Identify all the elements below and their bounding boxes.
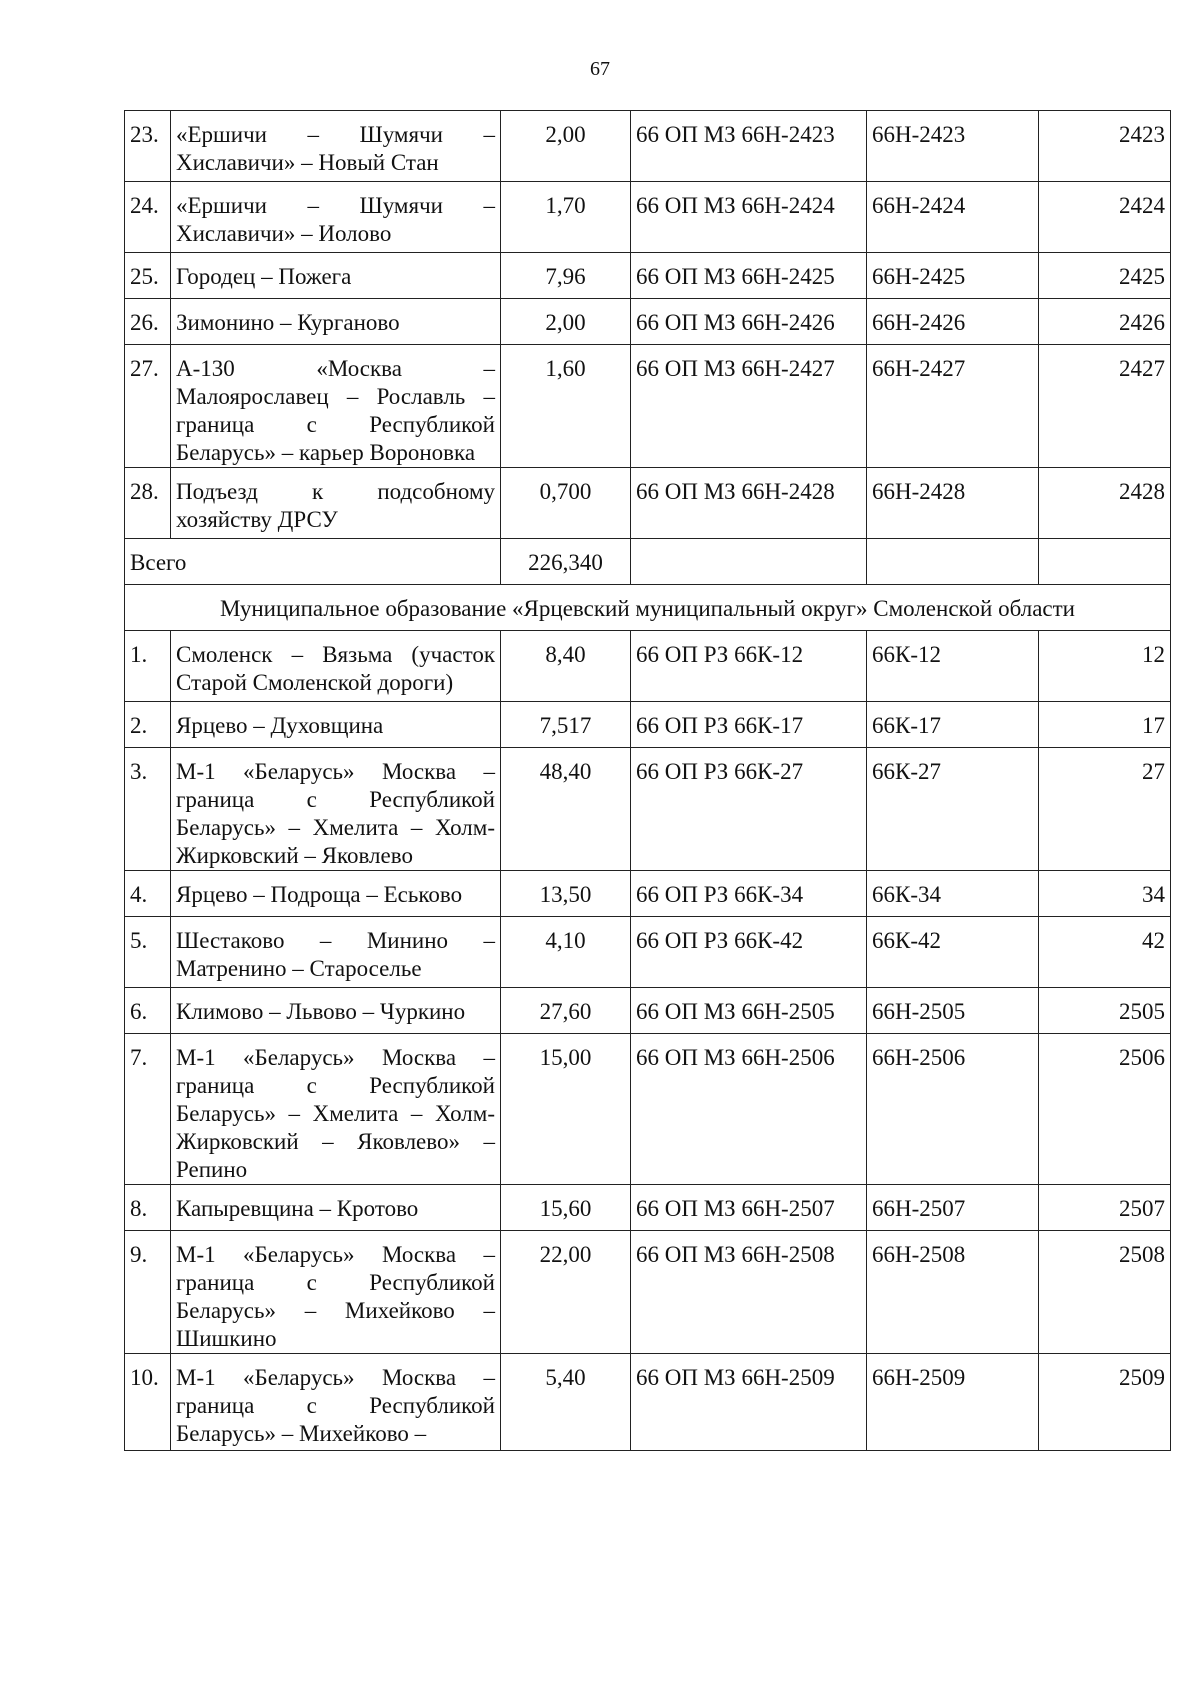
row-number: 10. <box>125 1354 171 1451</box>
table-row <box>125 299 1171 345</box>
road-name: Подъезд к подсобному хозяйству ДРСУ <box>171 468 501 539</box>
road-length: 2,00 <box>501 111 631 182</box>
road-length: 48,40 <box>501 748 631 871</box>
road-name: «Ершичи – Шумячи – Хиславичи» – Иолово <box>171 182 501 253</box>
table-row <box>125 182 1171 253</box>
road-code: 2508 <box>1039 1231 1171 1354</box>
total-row <box>125 539 1171 585</box>
road-name: Ярцево – Подроща – Еськово <box>171 871 501 917</box>
road-name: М-1 «Беларусь» Москва – граница с Республикой Беларусь» – Хмелита – Холм-Жирковский – Яковлево» – Репино <box>171 1034 501 1185</box>
road-length: 13,50 <box>501 871 631 917</box>
road-length: 5,40 <box>501 1354 631 1451</box>
road-id-number: 66 ОП РЗ 66К-42 <box>631 917 867 988</box>
road-code: 12 <box>1039 631 1171 702</box>
row-number: 24. <box>125 182 171 253</box>
road-code: 34 <box>1039 871 1171 917</box>
road-name: Зимонино – Курганово <box>171 299 501 345</box>
road-account-number: 66К-27 <box>867 748 1039 871</box>
table-body-bottom <box>125 631 1171 1451</box>
road-account-number: 66Н-2426 <box>867 299 1039 345</box>
table-row <box>125 917 1171 988</box>
road-name: Климово – Львово – Чуркино <box>171 988 501 1034</box>
table-row <box>125 988 1171 1034</box>
road-length: 2,00 <box>501 299 631 345</box>
row-number: 23. <box>125 111 171 182</box>
road-length: 1,60 <box>501 345 631 468</box>
road-account-number: 66Н-2509 <box>867 1354 1039 1451</box>
road-name: Ярцево – Духовщина <box>171 702 501 748</box>
row-number: 27. <box>125 345 171 468</box>
road-code: 2427 <box>1039 345 1171 468</box>
road-name: «Ершичи – Шумячи – Хиславичи» – Новый Стан <box>171 111 501 182</box>
road-code: 2505 <box>1039 988 1171 1034</box>
road-account-number: 66Н-2425 <box>867 253 1039 299</box>
road-id-number: 66 ОП МЗ 66Н-2506 <box>631 1034 867 1185</box>
row-number: 1. <box>125 631 171 702</box>
row-number: 7. <box>125 1034 171 1185</box>
road-length: 22,00 <box>501 1231 631 1354</box>
total-empty-cell <box>1039 539 1171 585</box>
road-name: Смоленск – Вязьма (участок Старой Смоленской дороги) <box>171 631 501 702</box>
road-id-number: 66 ОП МЗ 66Н-2508 <box>631 1231 867 1354</box>
road-code: 2428 <box>1039 468 1171 539</box>
road-id-number: 66 ОП МЗ 66Н-2507 <box>631 1185 867 1231</box>
table-row <box>125 748 1171 871</box>
road-id-number: 66 ОП РЗ 66К-17 <box>631 702 867 748</box>
road-account-number: 66Н-2427 <box>867 345 1039 468</box>
table-row <box>125 468 1171 539</box>
road-account-number: 66К-42 <box>867 917 1039 988</box>
road-name: М-1 «Беларусь» Москва – граница с Республикой Беларусь» – Михейково – <box>171 1354 501 1451</box>
road-id-number: 66 ОП МЗ 66Н-2509 <box>631 1354 867 1451</box>
table-row <box>125 1185 1171 1231</box>
road-id-number: 66 ОП МЗ 66Н-2423 <box>631 111 867 182</box>
table-body-top <box>125 111 1171 539</box>
road-id-number: 66 ОП РЗ 66К-12 <box>631 631 867 702</box>
row-number: 26. <box>125 299 171 345</box>
roads-table <box>124 110 1171 1451</box>
road-account-number: 66Н-2506 <box>867 1034 1039 1185</box>
road-account-number: 66К-17 <box>867 702 1039 748</box>
road-name: М-1 «Беларусь» Москва – граница с Республикой Беларусь» – Хмелита – Холм-Жирковский – Яковлево <box>171 748 501 871</box>
total-empty-cell <box>631 539 867 585</box>
road-name: М-1 «Беларусь» Москва – граница с Республикой Беларусь» – Михейково – Шишкино <box>171 1231 501 1354</box>
road-account-number: 66К-12 <box>867 631 1039 702</box>
road-name: А-130 «Москва – Малоярославец – Рославль – граница с Республикой Беларусь» – карьер Вороновка <box>171 345 501 468</box>
road-id-number: 66 ОП РЗ 66К-27 <box>631 748 867 871</box>
row-number: 25. <box>125 253 171 299</box>
road-code: 42 <box>1039 917 1171 988</box>
road-account-number: 66Н-2508 <box>867 1231 1039 1354</box>
road-code: 2506 <box>1039 1034 1171 1185</box>
road-id-number: 66 ОП МЗ 66Н-2424 <box>631 182 867 253</box>
road-id-number: 66 ОП РЗ 66К-34 <box>631 871 867 917</box>
table-row <box>125 111 1171 182</box>
row-number: 3. <box>125 748 171 871</box>
row-number: 4. <box>125 871 171 917</box>
road-length: 0,700 <box>501 468 631 539</box>
road-length: 15,60 <box>501 1185 631 1231</box>
table-row <box>125 345 1171 468</box>
total-value: 226,340 <box>501 539 631 585</box>
road-account-number: 66К-34 <box>867 871 1039 917</box>
road-code: 2426 <box>1039 299 1171 345</box>
row-number: 9. <box>125 1231 171 1354</box>
road-account-number: 66Н-2423 <box>867 111 1039 182</box>
table-row <box>125 253 1171 299</box>
row-number: 2. <box>125 702 171 748</box>
road-length: 1,70 <box>501 182 631 253</box>
table-row <box>125 1034 1171 1185</box>
table-row <box>125 631 1171 702</box>
table-row <box>125 1231 1171 1354</box>
row-number: 8. <box>125 1185 171 1231</box>
road-id-number: 66 ОП МЗ 66Н-2428 <box>631 468 867 539</box>
road-code: 2507 <box>1039 1185 1171 1231</box>
road-account-number: 66Н-2507 <box>867 1185 1039 1231</box>
table-total <box>125 539 1171 631</box>
road-id-number: 66 ОП МЗ 66Н-2426 <box>631 299 867 345</box>
road-id-number: 66 ОП МЗ 66Н-2427 <box>631 345 867 468</box>
total-empty-cell <box>867 539 1039 585</box>
road-id-number: 66 ОП МЗ 66Н-2505 <box>631 988 867 1034</box>
section-header-row <box>125 585 1171 631</box>
row-number: 28. <box>125 468 171 539</box>
road-length: 27,60 <box>501 988 631 1034</box>
row-number: 6. <box>125 988 171 1034</box>
road-code: 2423 <box>1039 111 1171 182</box>
road-account-number: 66Н-2424 <box>867 182 1039 253</box>
road-length: 8,40 <box>501 631 631 702</box>
page-number: 67 <box>590 58 610 80</box>
table-row <box>125 871 1171 917</box>
road-code: 17 <box>1039 702 1171 748</box>
road-name: Капыревщина – Кротово <box>171 1185 501 1231</box>
road-code: 2509 <box>1039 1354 1171 1451</box>
road-length: 15,00 <box>501 1034 631 1185</box>
road-name: Городец – Пожега <box>171 253 501 299</box>
row-number: 5. <box>125 917 171 988</box>
road-name: Шестаково – Минино – Матренино – Староселье <box>171 917 501 988</box>
road-code: 27 <box>1039 748 1171 871</box>
road-account-number: 66Н-2428 <box>867 468 1039 539</box>
road-id-number: 66 ОП МЗ 66Н-2425 <box>631 253 867 299</box>
section-title: Муниципальное образование «Ярцевский муниципальный округ» Смоленской области <box>125 585 1171 631</box>
road-length: 7,517 <box>501 702 631 748</box>
road-length: 4,10 <box>501 917 631 988</box>
table-row <box>125 1354 1171 1451</box>
table-row <box>125 702 1171 748</box>
total-label: Всего <box>125 539 501 585</box>
road-code: 2425 <box>1039 253 1171 299</box>
road-code: 2424 <box>1039 182 1171 253</box>
road-length: 7,96 <box>501 253 631 299</box>
road-account-number: 66Н-2505 <box>867 988 1039 1034</box>
